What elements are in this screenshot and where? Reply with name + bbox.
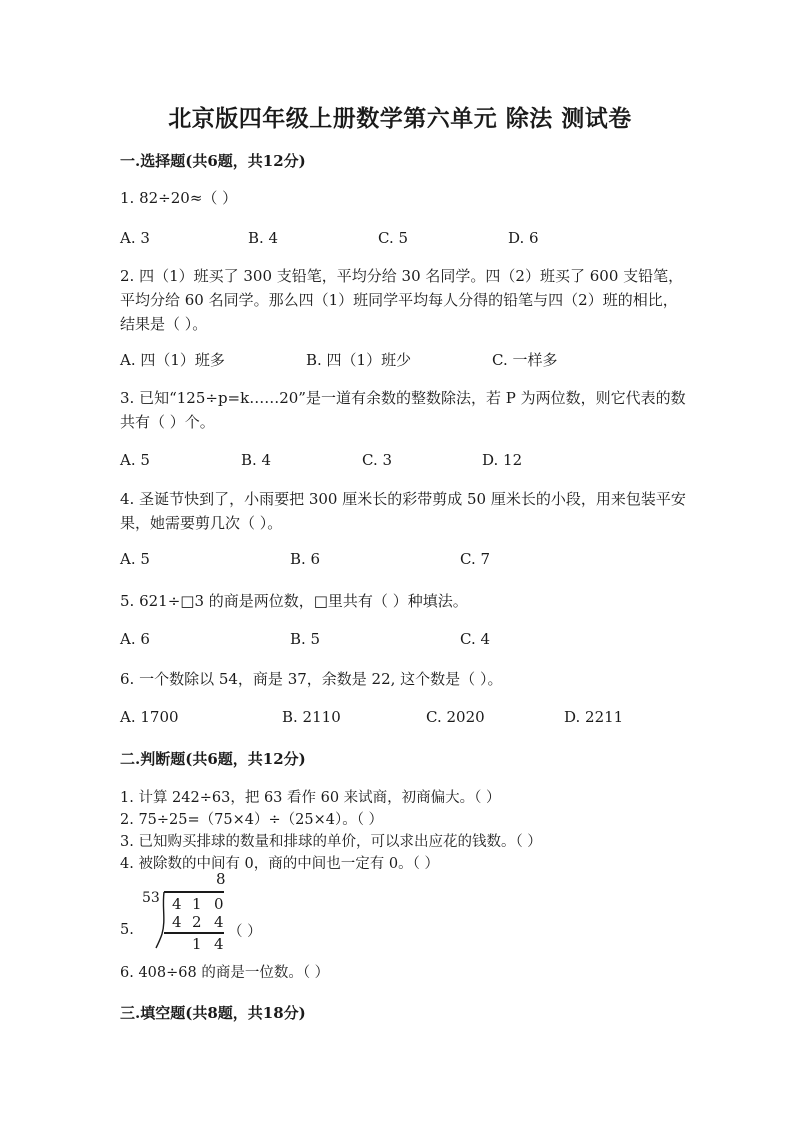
option-1c: C. 5 xyxy=(378,229,409,247)
option-4a: A. 5 xyxy=(120,550,150,568)
judge-item-6: 6. 408÷68 的商是一位数。（ ） xyxy=(120,965,330,981)
division-dividend-digit: 1 xyxy=(192,895,202,913)
question-1: 1. 82÷20≈（ ） xyxy=(120,189,238,207)
division-remainder-digit: 4 xyxy=(214,935,224,953)
division-subtract-line xyxy=(164,932,224,934)
option-3b: B. 4 xyxy=(241,451,272,469)
option-1b: B. 4 xyxy=(248,229,279,247)
page-title: 北京版四年级上册数学第六单元 除法 测试卷 xyxy=(168,105,632,132)
division-quotient: 8 xyxy=(216,870,226,888)
section-heading-choice: 一.选择题(共6题，共12分) xyxy=(120,152,306,170)
division-top-line xyxy=(164,891,224,893)
option-6a: A. 1700 xyxy=(120,708,179,726)
option-4b: B. 6 xyxy=(290,550,321,568)
question-2: 2. 四（1）班买了 300 支铅笔，平均分给 30 名同学。四（2）班买了 600 支铅笔，平均分给 60 名同学。那么四（1）班同学平均每人分得的铅笔与四（2）班的相比，结果是（ ）。 xyxy=(120,267,684,333)
division-product-digit: 2 xyxy=(192,913,202,931)
division-dividend-digit: 0 xyxy=(214,895,224,913)
division-dividend-digit: 4 xyxy=(172,895,182,913)
division-remainder-digit: 1 xyxy=(192,935,202,953)
long-division-figure xyxy=(120,868,320,958)
option-5b: B. 5 xyxy=(290,630,321,648)
option-2b: B. 四（1）班少 xyxy=(306,351,412,369)
option-6d: D. 2211 xyxy=(564,708,624,726)
division-divisor: 53 xyxy=(142,890,160,906)
option-4c: C. 7 xyxy=(460,550,491,568)
option-2a: A. 四（1）班多 xyxy=(120,351,225,369)
option-3a: A. 5 xyxy=(120,451,150,469)
judge-item-4: 4. 被除数的中间有 0，商的中间也一定有 0。（ ） xyxy=(120,856,439,872)
judge-item-2: 2. 75÷25=（75×4）÷（25×4）。（ ） xyxy=(120,812,384,828)
division-product-digit: 4 xyxy=(214,913,224,931)
option-1d: D. 6 xyxy=(508,229,539,247)
option-6c: C. 2020 xyxy=(426,708,485,726)
option-3d: D. 12 xyxy=(482,451,523,469)
judge-item-5-paren: （ ） xyxy=(228,924,262,940)
judge-item-5-number: 5. xyxy=(120,922,134,938)
option-1a: A. 3 xyxy=(120,229,150,247)
option-3c: C. 3 xyxy=(362,451,393,469)
question-4: 4. 圣诞节快到了，小雨要把 300 厘米长的彩带剪成 50 厘米长的小段，用来包装平安果，她需要剪几次（ ）。 xyxy=(120,490,686,532)
section-heading-judge: 二.判断题(共6题，共12分) xyxy=(120,750,306,768)
judge-item-1: 1. 计算 242÷63，把 63 看作 60 来试商，初商偏大。（ ） xyxy=(120,790,501,806)
section-heading-fill: 三.填空题(共8题，共18分) xyxy=(120,1004,306,1022)
question-6: 6. 一个数除以 54，商是 37，余数是 22, 这个数是（ ）。 xyxy=(120,670,503,688)
option-5c: C. 4 xyxy=(460,630,491,648)
judge-item-3: 3. 已知购买排球的数量和排球的单价，可以求出应花的钱数。（ ） xyxy=(120,834,542,850)
option-6b: B. 2110 xyxy=(282,708,341,726)
option-5a: A. 6 xyxy=(120,630,150,648)
division-product-digit: 4 xyxy=(172,913,182,931)
question-3: 3. 已知“125÷p=k……20”是一道有余数的整数除法，若 P 为两位数，则它代表的数共有（ ）个。 xyxy=(120,389,686,431)
option-2c: C. 一样多 xyxy=(492,351,558,369)
question-5: 5. 621÷□3 的商是两位数，□里共有（ ）种填法。 xyxy=(120,592,468,610)
